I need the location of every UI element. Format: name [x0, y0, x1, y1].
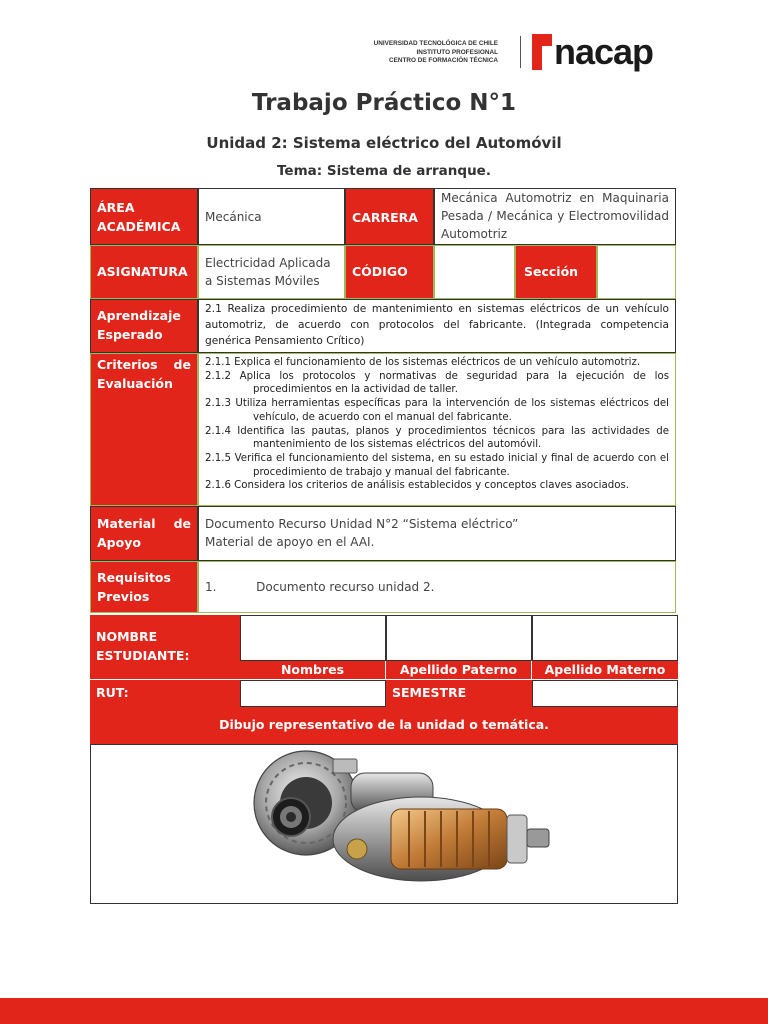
inacap-brand [532, 31, 654, 72]
criterio-item: 2.1.3 Utiliza herramientas específicas para la intervención de los sistemas eléctricos del vehículo, de acuerdo con el manual del fabricante. [205, 398, 669, 423]
material-value [198, 506, 676, 561]
material-label: Material de Apoyo [90, 506, 198, 561]
codigo-label: CÓDIGO [345, 245, 434, 299]
carrera-label: CARRERA [345, 188, 434, 245]
inacap-mark-icon [532, 34, 552, 70]
semestre-field[interactable] [532, 680, 678, 707]
codigo-value[interactable] [434, 245, 515, 299]
criterios-list [198, 353, 676, 506]
drawing-header: Dibujo representativo de la unidad o temática. [90, 707, 678, 744]
apellido-paterno-field[interactable] [386, 615, 532, 661]
seccion-label: Sección [515, 245, 597, 299]
nombres-field[interactable] [240, 615, 386, 661]
asignatura-label: ASIGNATURA [90, 245, 198, 299]
criterio-item: 2.1.5 Verifica el funcionamiento del sistema, en su estado inicial y final de acuerdo con el procedimiento de trabajo y manual del fabricante. [205, 452, 669, 478]
topic-line: Tema: Sistema de arranque. [277, 163, 491, 179]
logo-divider [520, 36, 521, 68]
carrera-value: Mecánica Automotriz en Maquinaria Pesada / Mecánica y Electromovilidad Automotriz [434, 188, 676, 245]
apellido-materno-field[interactable] [532, 615, 678, 661]
requisitos-number: 1. [205, 580, 217, 594]
requisitos-value [198, 561, 676, 613]
drawing-area [90, 744, 678, 904]
brand-name: nacap [554, 31, 654, 72]
footer-bar [0, 998, 768, 1024]
nombre-estudiante-label: NOMBRE ESTUDIANTE: [90, 615, 240, 679]
apellido-materno-header: Apellido Materno [532, 661, 678, 679]
criterio-item: 2.1.6 Considera los criterios de análisis establecidos y conceptos claves asociados. [205, 480, 629, 492]
starter-alternator-illustration-icon [91, 745, 677, 903]
criterios-label: Criterios de Evaluación [90, 353, 198, 506]
criterio-item: 2.1.2 Aplica los protocolos y normativas de seguridad para la ejecución de los procedimientos en la actividad de taller. [205, 370, 669, 396]
requisitos-text: Documento recurso unidad 2. [256, 580, 435, 594]
material-line: Material de apoyo en el AAI. [205, 535, 375, 549]
institution-text: UNIVERSIDAD TECNOLÓGICA DE CHILE INSTITUTO PROFESIONAL CENTRO DE FORMACIÓN TÉCNICA [373, 40, 498, 65]
area-value: Mecánica [198, 188, 345, 245]
asignatura-value[interactable]: Electricidad Aplicada a Sistemas Móviles [198, 245, 345, 299]
apellido-paterno-header: Apellido Paterno [386, 661, 532, 679]
starter-motor-icon [333, 773, 549, 881]
requisitos-label: Requisitos Previos [90, 561, 198, 613]
aprendizaje-value: 2.1 Realiza procedimiento de mantenimiento en sistemas eléctricos de un vehículo automotriz, de acuerdo con protocolos del fabricante. (Integrada competencia genérica Pensamiento Crítico) [198, 299, 676, 353]
nombres-header: Nombres [240, 661, 386, 679]
page-title: Trabajo Práctico N°1 [251, 90, 517, 116]
rut-label: RUT: [90, 680, 240, 707]
criterio-item: 2.1.4 Identifica las pautas, planos y procedimientos técnicos para las actividades de mantenimiento de los sistemas eléctricos del automóvil. [205, 425, 669, 451]
institution-logo [373, 31, 674, 80]
seccion-value[interactable] [597, 245, 676, 299]
aprendizaje-label: Aprendizaje Esperado [90, 299, 198, 353]
unit-subtitle: Unidad 2: Sistema eléctrico del Automóvil [206, 134, 562, 152]
material-line: Documento Recurso Unidad N°2 “Sistema eléctrico” [205, 517, 519, 531]
area-label: ÁREA ACADÉMICA [90, 188, 198, 245]
criterio-item: 2.1.1 Explica el funcionamiento de los sistemas eléctricos de un vehículo automotriz. [205, 357, 641, 368]
rut-field[interactable] [240, 680, 386, 707]
semestre-label: SEMESTRE [386, 680, 532, 707]
